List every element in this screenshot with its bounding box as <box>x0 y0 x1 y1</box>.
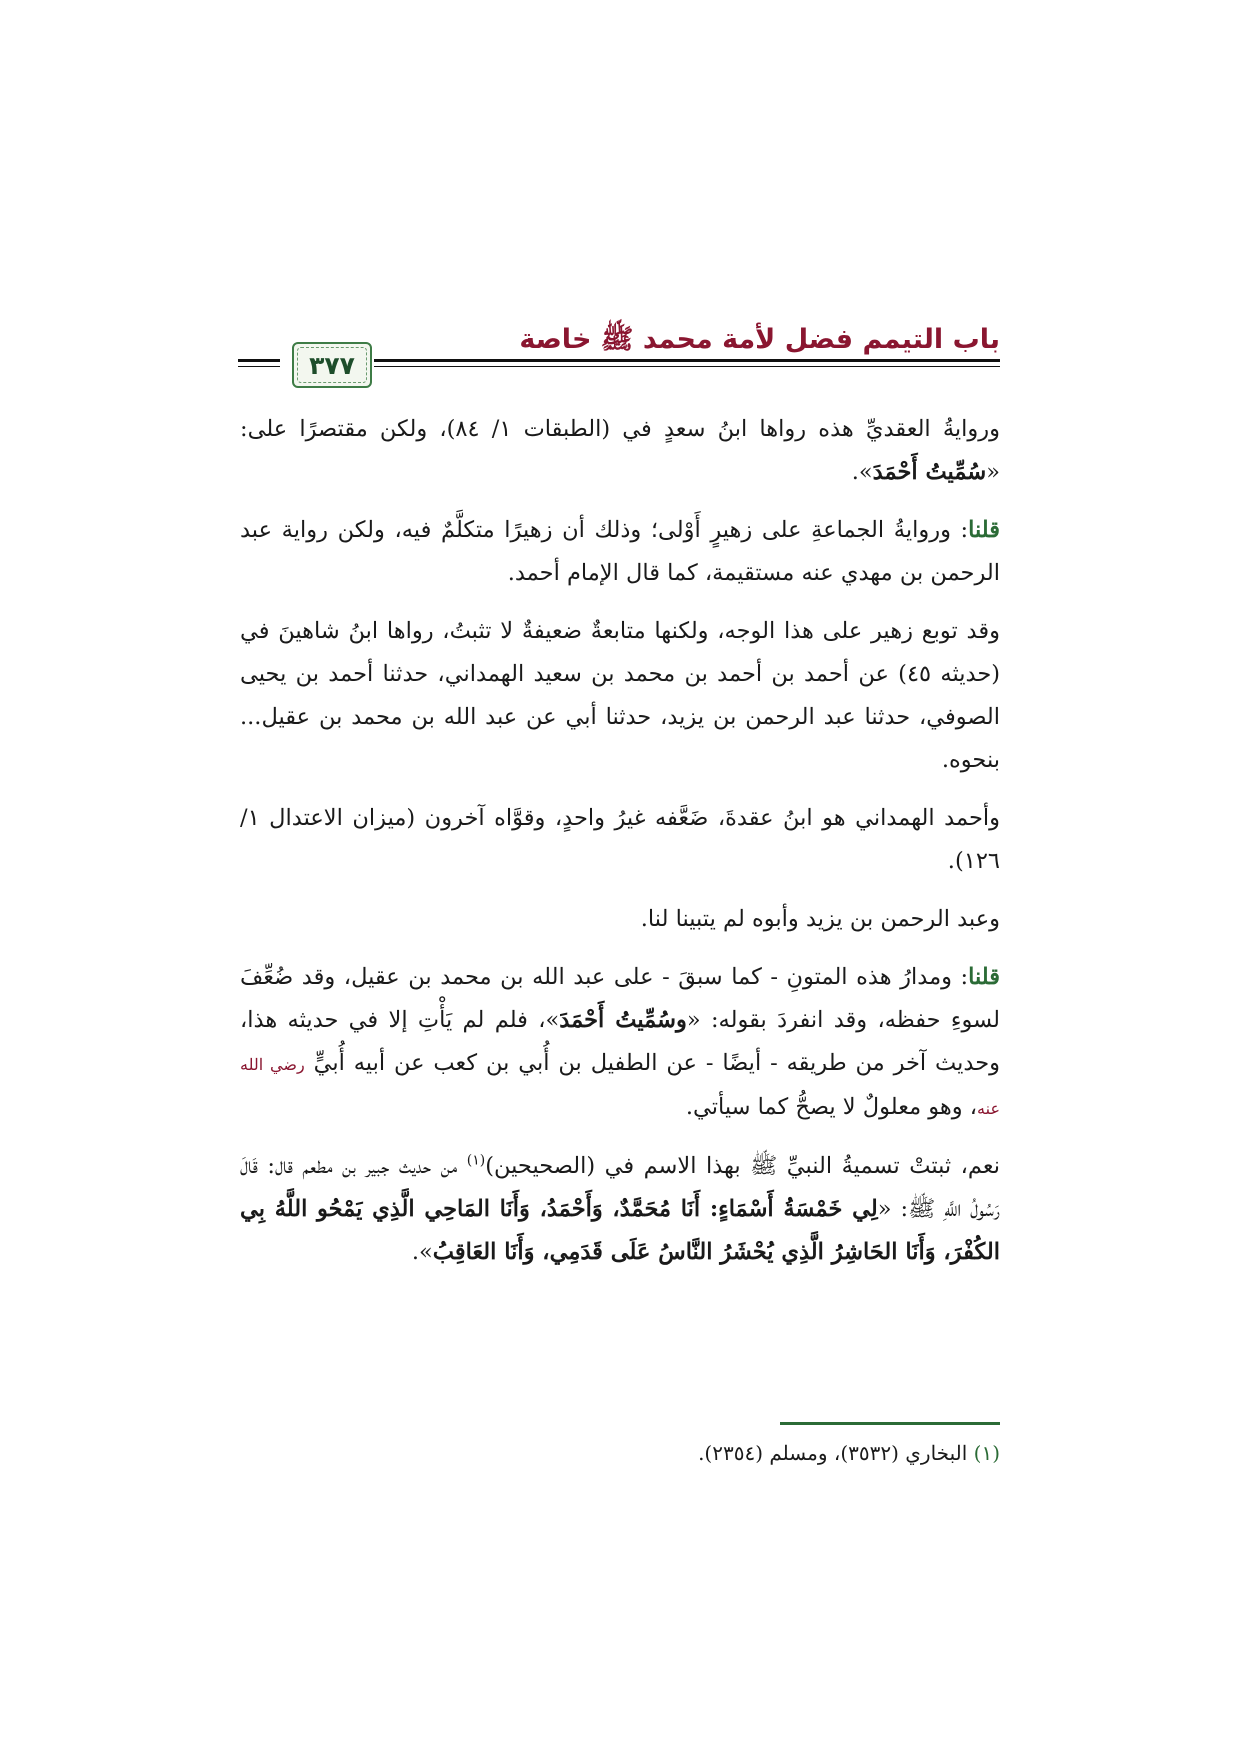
text-run: »، فلم لم يَأْتِ إلا في حديثه هذا، وحديث آخر من طريقه - أيضًا - عن الطفيل بن أُبي بن كعب عن أبيه أُبيٍّ <box>240 1007 1000 1076</box>
paragraph-2 <box>240 509 1000 595</box>
qulna-label: قلنا <box>968 964 1000 990</box>
header-rule-thin-left <box>238 366 280 367</box>
header-rule-thick-left <box>238 359 280 362</box>
footnote-text: البخاري (٣٥٣٢)، ومسلم (٢٣٥٤). <box>698 1441 974 1465</box>
text-run: وقد توبع زهير على هذا الوجه، ولكنها متابعةٌ ضعيفةٌ لا تثبتُ، رواها ابنُ شاهينَ في (حديثه ٤٥) عن أحمد بن أحمد بن محمد بن سعيد الهمداني، حدثنا أحمد بن يحيى الصوفي، حدثنا عبد الرحمن بن يزيد، حدثنا أبي عن عبد الله بن محمد بن عقيل... بنحوه. <box>240 618 1000 773</box>
honorific-glyph: رضي الله عنه <box>240 1055 1000 1118</box>
text-run: : وروايةُ الجماعةِ على زهيرٍ أَوْلى؛ وذلك أن زهيرًا متكلَّمٌ فيه، ولكن رواية عبد الرحمن بن مهدي عنه مستقيمة، كما قال الإمام أحمد. <box>240 517 1000 586</box>
paragraph-4 <box>240 797 1000 883</box>
footnote-number: (١) <box>973 1441 1000 1465</box>
body-text <box>240 408 1000 1289</box>
text-run: : ومدارُ هذه المتونِ - كما سبقَ - على عبد الله بن محمد بن عقيل، وقد ضُعِّفَ لسوءِ حفظه، وقد انفردَ بقوله: « <box>240 964 1001 1033</box>
footnote-reference[interactable]: (١) <box>466 1152 486 1169</box>
hadith-quote: سُمِّيتُ أَحْمَدَ <box>872 459 987 485</box>
footnote <box>698 1436 1000 1470</box>
text-run: وأحمد الهمداني هو ابنُ عقدةَ، ضَعَّفه غيرُ واحدٍ، وقوَّاه آخرون (ميزان الاعتدال ١/ ١٢٦). <box>240 805 1000 874</box>
text-run: وعبد الرحمن بن يزيد وأبوه لم يتبينا لنا. <box>640 906 1000 932</box>
paragraph-5 <box>240 898 1000 941</box>
text-run: ». <box>411 1239 433 1265</box>
chapter-title: باب التيمم فضل لأمة محمد ﷺ خاصة <box>519 324 1000 355</box>
page-number: ٣٧٧ <box>309 351 355 380</box>
text-run: ، وهو معلولٌ لا يصحُّ كما سيأتي. <box>685 1094 978 1120</box>
paragraph-7 <box>240 1145 1000 1274</box>
paragraph-3 <box>240 610 1000 782</box>
hadith-quote: لِي خَمْسَةُ أَسْمَاءٍ: أَنَا مُحَمَّدٌ، وَأَحْمَدُ، وَأَنَا المَاحِي الَّذِي يَمْحُو اللَّهُ بِي الكُفْرَ، وَأَنَا الحَاشِرُ الَّذِي يُحْشَرُ النَّاسُ عَلَى قَدَمِي، وَأَنَا العَاقِبُ <box>240 1196 1000 1265</box>
footnote-separator <box>780 1422 1000 1425</box>
paragraph-1 <box>240 408 1000 494</box>
hadith-quote: وسُمِّيتُ أَحْمَدَ <box>559 1007 687 1033</box>
qulna-label: قلنا <box>968 517 1000 543</box>
text-run: نعم، ثبتتْ تسميةُ النبيِّ ﷺ بهذا الاسم في (الصحيحين) <box>485 1153 1000 1179</box>
text-run: من حديث جبير بن مطعم قال: قَالَ رَسُولُ اللَّهِ ﷺ: « <box>240 1153 1001 1222</box>
text-run: وروايةُ العقديِّ هذه رواها ابنُ سعدٍ في (الطبقات ١/ ٨٤)، ولكن مقتصرًا على: « <box>240 416 1001 485</box>
page-number-badge <box>292 342 372 388</box>
text-run: ». <box>851 459 873 485</box>
header-rule-thick-right <box>374 359 1000 362</box>
paragraph-6 <box>240 956 1000 1130</box>
header-rule-thin-right <box>374 366 1000 367</box>
